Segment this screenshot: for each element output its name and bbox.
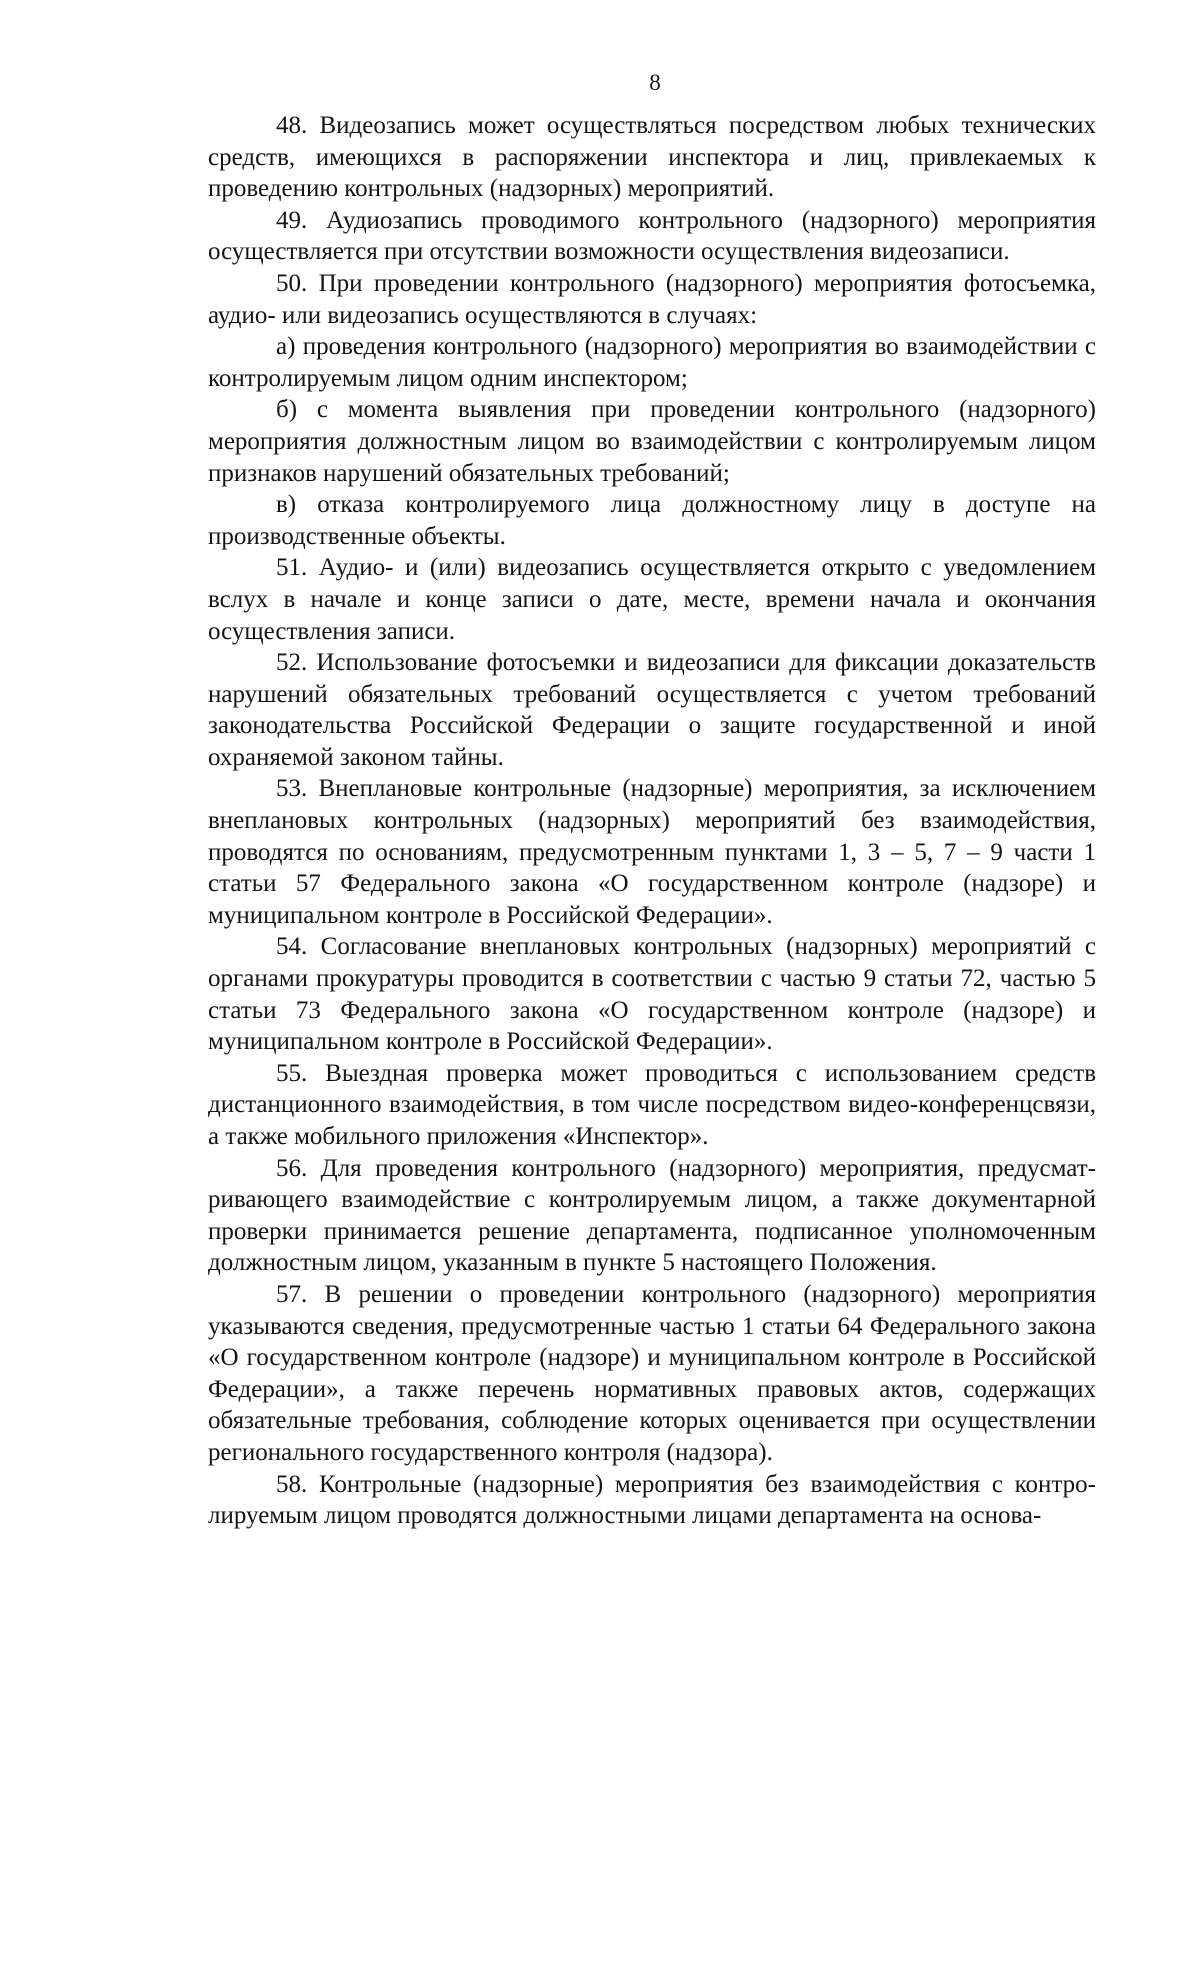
paragraph-50-item-a: а) проведения контрольного (надзорного) мероприятия во взаимодействии с контролируемым лицом одним инспектором; xyxy=(208,333,1096,392)
paragraph-53: 53. Внеплановые контрольные (надзорные) мероприятия, за исключением внеплановых контрольных (надзорных) мероприятий без взаимодействия, проводятся по основаниям, предусмотренным пунктами 1, 3 – 5, 7 – 9 части 1 статьи 57 Федерального закона «О государственном контроле (надзоре) и муниципальном контроле в Российской Федерации». xyxy=(208,775,1096,929)
page-number: 8 xyxy=(649,70,661,95)
paragraph-56: 56. Для проведения контрольного (надзорного) мероприятия, предусматривающего взаимодействие с контролируемым лицом, а также документарной проверки принимается решение департамента, подписанное уполномоченным должностным лицом, указанным в пункте 5 настоящего Положения. xyxy=(208,1154,1096,1277)
paragraph-48: 48. Видеозапись может осуществляться посредством любых технических средств, имеющихся в распоряжении инспектора и лиц, привлекаемых к проведению контрольных (надзорных) мероприятий. xyxy=(208,112,1096,203)
paragraph-58: 58. Контрольные (надзорные) мероприятия без взаимодействия с контролируемым лицом проводятся должностными лицами департамента на основа- xyxy=(208,1470,1096,1530)
paragraph-49: 49. Аудиозапись проводимого контрольного (надзорного) мероприятия осуществляется при отсутствии возможности осуществления видеозаписи. xyxy=(208,206,1096,266)
paragraph-50-item-v: в) отказа контролируемого лица должностному лицу в доступе на производственные объекты. xyxy=(208,491,1096,550)
paragraph-50: 50. При проведении контрольного (надзорного) мероприятия фотосъемка, аудио- или видеозапись осуществляются в случаях: xyxy=(208,269,1096,329)
paragraph-57: 57. В решении о проведении контрольного (надзорного) мероприятия указываются сведения, предусмотренные частью 1 статьи 64 Федерального закона «О государственном контроле (надзоре) и муниципальном контроле в Российской Федерации», а также перечень нормативных правовых актов, содержащих обязательные требования, соблюдение которых оценивается при осуществлении регионального государственного контроля (надзора). xyxy=(208,1280,1096,1466)
paragraph-50-item-b: б) с момента выявления при проведении контрольного (надзорного) мероприятия должностным лицом во взаимодействии с контролируемым лицом признаков нарушений обязательных требований; xyxy=(208,396,1096,487)
paragraph-54: 54. Согласование внеплановых контрольных (надзорных) мероприятий с органами прокуратуры проводится в соответствии с частью 9 статьи 72, частью 5 статьи 73 Федерального закона «О государственном контроле (надзоре) и муниципальном контроле в Российской Федерации». xyxy=(208,933,1096,1056)
paragraph-55: 55. Выездная проверка может проводиться с использованием средств дистанционного взаимодействия, в том числе посредством видео-конференцсвязи, а также мобильного приложения «Инспектор». xyxy=(208,1059,1096,1150)
paragraph-52: 52. Использование фотосъемки и видеозаписи для фиксации доказательств нарушений обязательных требований осуществляется с учетом требований законодательства Российской Федерации о защите государственной и иной охраняемой законом тайны. xyxy=(208,649,1096,771)
document-body xyxy=(208,110,1096,1532)
paragraph-51: 51. Аудио- и (или) видеозапись осуществляется открыто с уведомлением вслух в начале и конце записи о дате, месте, времени начала и окончания осуществления записи. xyxy=(208,554,1096,645)
